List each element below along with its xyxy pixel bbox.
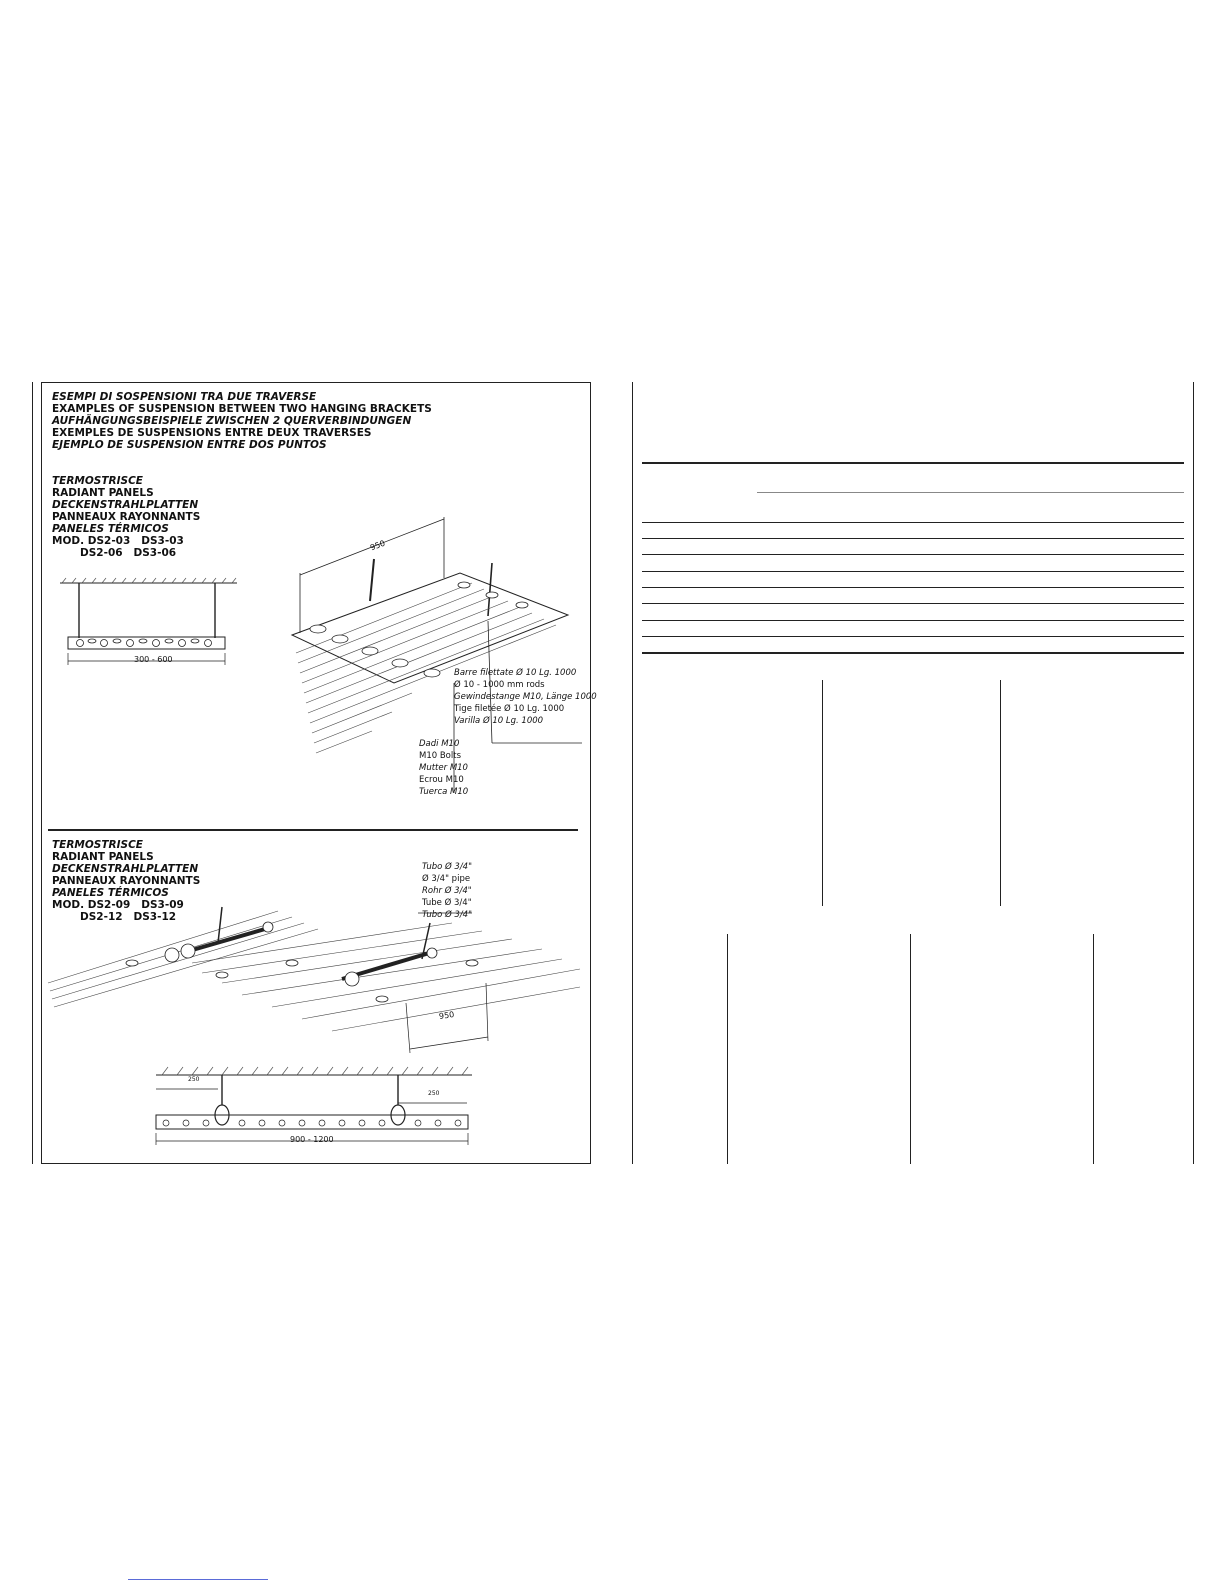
bolt-label-en: M10 Bolts [419,751,462,761]
column-divider [910,934,911,1164]
section-divider [48,829,578,831]
s2-dim-250-left: 250 [188,1076,200,1083]
pipe-label-it: Tubo Ø 3/4" [422,862,473,872]
left-page-frame [41,382,597,1164]
s1-name-fr: PANNEAUX RAYONNANTS [52,511,201,523]
s2-models-2: DS2-12 DS3-12 [80,911,177,923]
s1-name-en: RADIANT PANELS [52,487,154,499]
s2-dim-width: 900 - 1200 [290,1135,334,1144]
header-line-fr: EXEMPLES DE SUSPENSIONS ENTRE DEUX TRAVERSES [52,427,372,439]
header-line-en: EXAMPLES OF SUSPENSION BETWEEN TWO HANGING BRACKETS [52,403,432,415]
s1-models-2: DS2-06 DS3-06 [80,547,177,559]
left-margin-line [32,382,33,1164]
table-row-rule [642,538,1184,539]
bolt-label-it: Dadi M10 [419,739,460,749]
column-divider [1093,934,1094,1164]
s1-dim-width: 300 - 600 [134,655,173,664]
pipe-label-de: Rohr Ø 3/4" [422,886,472,896]
s1-perspective-drawing [282,513,582,773]
s1-name-it: TERMOSTRISCE [52,475,143,487]
table-row-rule [642,587,1184,588]
pipe-label-en: Ø 3/4" pipe [422,874,471,884]
s2-name-fr: PANNEAUX RAYONNANTS [52,875,201,887]
s2-models-1: MOD. DS2-09 DS3-09 [52,899,184,911]
s2-perspective-drawing [42,903,592,1053]
column-divider [822,680,823,906]
rod-label-es: Varilla Ø 10 Lg. 1000 [454,716,544,726]
s2-dim-250-right: 250 [428,1090,440,1097]
table-row-rule [642,571,1184,572]
table-row-rule [642,603,1184,604]
s2-name-es: PANELES TÉRMICOS [52,887,169,899]
table-header-rule [642,522,1184,523]
table-row-rule [642,554,1184,555]
rod-label-en: Ø 10 - 1000 mm rods [454,680,545,690]
bolt-label-es: Tuerca M10 [419,787,469,797]
s1-models-1: MOD. DS2-03 DS3-03 [52,535,184,547]
header-line-it: ESEMPI DI SOSPENSIONI TRA DUE TRAVERSE [52,391,317,403]
rod-label-de: Gewindestange M10, Länge 1000 [454,692,597,702]
bolt-label-de: Mutter M10 [419,763,468,773]
pipe-label-fr: Tube Ø 3/4" [422,898,472,908]
column-divider [727,934,728,1164]
right-page [630,382,1195,1164]
table-row-rule [642,636,1184,637]
table-top-rule [642,462,1184,464]
bottom-footnote-link-line [128,1579,268,1580]
pipe-label-es: Tubo Ø 3/4" [422,910,473,920]
s2-dim-950: 950 [438,1009,455,1022]
s2-name-en: RADIANT PANELS [52,851,154,863]
s1-dim-950: 950 [368,538,387,553]
column-divider [1000,680,1001,906]
s2-name-de: DECKENSTRAHLPLATTEN [52,863,199,875]
s2-name-it: TERMOSTRISCE [52,839,143,851]
header-line-de: AUFHÄNGUNGSBEISPIELE ZWISCHEN 2 QUERVERBINDUNGEN [52,415,412,427]
s1-name-es: PANELES TÉRMICOS [52,523,169,535]
s1-name-de: DECKENSTRAHLPLATTEN [52,499,199,511]
table-header-subrule [757,492,1184,493]
rod-label-fr: Tige filetée Ø 10 Lg. 1000 [454,704,565,714]
table-bottom-rule [642,652,1184,654]
header-line-es: EJEMPLO DE SUSPENSION ENTRE DOS PUNTOS [52,439,327,451]
table-row-rule [642,620,1184,621]
rod-label-it: Barre filettate Ø 10 Lg. 1000 [454,668,577,678]
bolt-label-fr: Ecrou M10 [419,775,464,785]
